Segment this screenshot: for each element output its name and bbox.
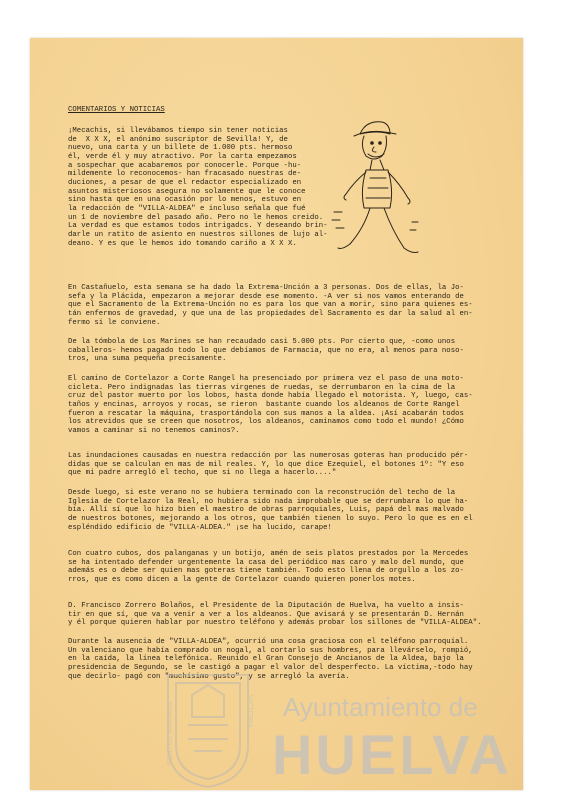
paragraph-president-visit: D. Francisco Zorrero Bolaños, el Presidente de la Diputación de Huelva, ha vuelto a insis- tir en que sí, que va a venir a ver a los aldeanos. Que avisará y se presentarán D. Hernán y él porque quieren hablar por nuestro teléfono y además probar los sillones de "VILLA-ALDEA". xyxy=(68,602,482,628)
paragraph-buckets: Con cuatro cubos, dos palanganas y un botijo, amén de seis platos prestados por la Mercedes se ha intentado defender urgentemente la casa del periódico mas caro y malo del mundo, que además es o debe ser quien mas goteras tiene también. Todo esto llena de orgullo a los zo- rros, que es como dicen a la gente de Cortelazor cuando quieren ponerlos motes. xyxy=(68,550,469,584)
cartoon-walking-man xyxy=(330,112,422,270)
paragraph-telephone: Durante la ausencia de "VILLA-ALDEA", ocurrió una cosa graciosa con el teléfono parroquial. Un valenciano que había comprado un nogal, al cortarlo sus hombres, para llevárselo, rompió, en la caída, la línea telefónica. Reunido el Gran Consejo de Ancianos de la Aldea, bajo la presidencia de Segundo, se le castigó a pagar el valor del desperfecto. La víctima,-todo hay que decirlo- pagó con "muchísimo gusto", y se arregló la avería. xyxy=(68,638,473,681)
seal-left-text: PORTUS MAXIMUS xyxy=(167,701,174,765)
paragraph-tombola: De la tómbola de Los Marines se han recaudado casi 5.000 pts. Por cierto que, -como unos caballeros- hemos pagado todo lo que debíamos de Farmacia, que no era, al menos para noso- tros, una suma pequeña precisamente. xyxy=(68,338,464,364)
paragraph-floods: Las inundaciones causadas en nuestra redacción por las numerosas goteras han producido pér- didas que se calculan en mas de mil reales. Y, lo que dice Ezequiel, el botones 1º: "Y eso que mi padre arregló el techo, que si no llega a hacerlo...." xyxy=(68,452,469,478)
section-heading: COMENTARIOS Y NOTICIAS xyxy=(68,106,165,114)
watermark-line1: Ayuntamiento de xyxy=(283,692,478,722)
paragraph-castanuelo: En Castañuelo, esta semana se ha dado la Extrema-Unción a 3 personas. Dos de ellas, la Jo- sefa y la Plácida, empezaron a mejorar desde ese momento. -A ver si nos vamos enterando de que el Sacramento de la Extrema-Unción no es para los que van a morir, sino para quienes es- tán enfermos de gravedad, y que una de las propiedades del Sacramento es dar la salud al en- fermo si le conviene. xyxy=(68,284,473,327)
paragraph-church-roof: Desde luego, si este verano no se hubiera terminado con la reconstrución del techo de la Iglesia de Cortelazor la Real, no hubiera sido nada improbable que se derrumbara lo que ha- bía. Allí sí que lo hizo bien el maestro de obras parroquiales, Luis, papá del mas malvado de nuestros botones, mejorando a los otros, que también tienen lo suyo. Pero lo que es en el espléndido edificio de "VILLA-ALDEA." ¡se ha lucido, carape! xyxy=(68,489,473,532)
watermark-line2: HUELVA xyxy=(272,723,512,786)
seal-right-text: VICTORIA xyxy=(246,695,253,728)
paragraph-motorcycle: El camino de Cortelazor a Corte Rangel ha presenciado por primera vez el paso de una moto- cicleta. Pero indignadas las tierras vírgenes de ruedas, se derrumbaron en la cima de la cruz del pastor muerto por los lobos, hasta donde había llegado el motorista. Y, luego, cas- taños y encinas, arroyos y rocas, se rieron bastante cuando los aldeanos de Corte Rangel fueron a rescatar la máquina, trasportándola con sus manos a la aldea. ¡Así acabarán todos los atrevidos que se creen que nosotros, los aldeanos, caminamos como todo el mundo! ¿Cómo vamos a caminar si no tenemos caminos?. xyxy=(68,375,473,435)
paragraph-xxx-letter: ¡Mecachis, si llevábamos tiempo sin tener noticias de X X X, el anónimo suscriptor de Sevilla! Y, de nuevo, una carta y un billete de 1.000 pts. hermoso él, verde él y muy atractivo. Por la carta empezamos a sospechar que acabaremos por conocerle. Porque -hu- mildemente lo reconocemos- han fracasado nuestras de- duciones, a pesar de que el redactor especializado en asuntos misteriosos asegura no solamente que le conoce sino hasta que en una ocasión por lo menos, estuvo en la redacción de "VILLA-ALDEA" e incluso señala que fué un 1 de noviembre del pasado año. Pero no le hemos creido. La verdad es que estamos todos intrigadcs. Y deseando brin- darle un ratito de asiento en nuestros sillones de lujo al- deano. Y es que le hemos ido tomando cariño a X X X. xyxy=(68,127,328,248)
